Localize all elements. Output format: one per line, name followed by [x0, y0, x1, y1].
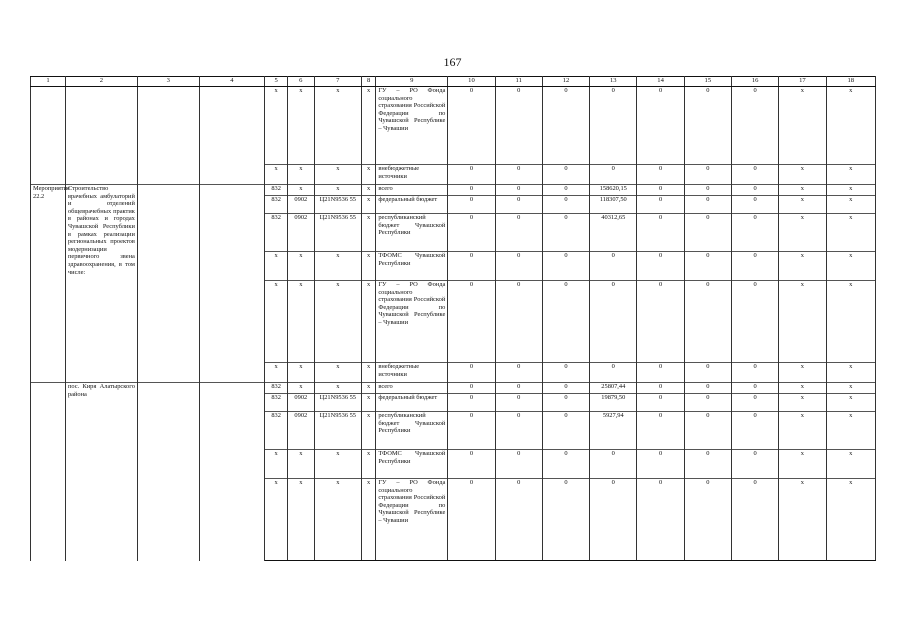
cell-c17: х — [779, 185, 826, 196]
cell-c12: 0 — [542, 87, 589, 165]
cell-c10: 0 — [448, 87, 495, 165]
cell-c7: х — [314, 165, 361, 185]
cell-c8: х — [361, 281, 375, 363]
cell-c12: 0 — [542, 363, 589, 383]
cell-c7: Ц21N9536 55 — [314, 394, 361, 412]
cell-c18: х — [826, 394, 875, 412]
cell-c12: 0 — [542, 196, 589, 214]
empty-cell-3 — [137, 185, 199, 383]
cell-c18: х — [826, 450, 875, 479]
header-cell: 11 — [495, 77, 542, 87]
cell-c18: х — [826, 412, 875, 450]
cell-c9: внебюджетные источники — [376, 363, 448, 383]
cell-c13: 5927,94 — [590, 412, 637, 450]
cell-c16: 0 — [731, 252, 778, 281]
cell-c12: 0 — [542, 450, 589, 479]
empty-cell-4 — [199, 185, 265, 383]
cell-c15: 0 — [684, 165, 731, 185]
cell-c8: х — [361, 214, 375, 252]
empty-cell-2 — [65, 165, 137, 185]
cell-c14: 0 — [637, 394, 684, 412]
cell-c10: 0 — [448, 185, 495, 196]
cell-c14: 0 — [637, 412, 684, 450]
cell-c5: х — [265, 450, 288, 479]
header-cell: 2 — [65, 77, 137, 87]
cell-c16: 0 — [731, 185, 778, 196]
cell-c8: х — [361, 450, 375, 479]
header-cell: 13 — [590, 77, 637, 87]
cell-c8: х — [361, 383, 375, 394]
cell-c17: х — [779, 87, 826, 165]
cell-c13: 158620,15 — [590, 185, 637, 196]
cell-c7: х — [314, 281, 361, 363]
cell-c10: 0 — [448, 214, 495, 252]
cell-c10: 0 — [448, 196, 495, 214]
cell-c5: 832 — [265, 196, 288, 214]
cell-c17: х — [779, 196, 826, 214]
cell-c12: 0 — [542, 281, 589, 363]
cell-c16: 0 — [731, 450, 778, 479]
cell-c9: ТФОМС Чувашской Республики — [376, 450, 448, 479]
cell-c10: 0 — [448, 363, 495, 383]
cell-c11: 0 — [495, 185, 542, 196]
header-cell: 4 — [199, 77, 265, 87]
cell-c10: 0 — [448, 450, 495, 479]
cell-c5: х — [265, 363, 288, 383]
cell-c5: х — [265, 87, 288, 165]
table-row — [31, 185, 876, 196]
table-row — [31, 383, 876, 394]
cell-c6: 0902 — [287, 196, 314, 214]
cell-c15: 0 — [684, 252, 731, 281]
cell-c11: 0 — [495, 363, 542, 383]
header-cell: 10 — [448, 77, 495, 87]
header-cell: 8 — [361, 77, 375, 87]
cell-c9: ГУ – РО Фонда социального страхования Российской Федерации по Чувашской Республике – Чувашии — [376, 479, 448, 561]
cell-c14: 0 — [637, 363, 684, 383]
table-row — [31, 87, 876, 165]
cell-c9: федеральный бюджет — [376, 196, 448, 214]
cell-c10: 0 — [448, 383, 495, 394]
cell-c18: х — [826, 196, 875, 214]
cell-c18: х — [826, 87, 875, 165]
cell-c15: 0 — [684, 281, 731, 363]
cell-c9: ГУ – РО Фонда социального страхования Российской Федерации по Чувашской Республике – Чувашии — [376, 87, 448, 165]
measure-title: Строительство врачебных амбулаторий и отделений общеврачебных практик в районах и городах Чувашской Республики в рамках реализации региональных проектов модернизации первичного звена здравоохранения, в том числе: — [65, 185, 137, 383]
cell-c18: х — [826, 165, 875, 185]
cell-c10: 0 — [448, 412, 495, 450]
cell-c15: 0 — [684, 196, 731, 214]
cell-c15: 0 — [684, 412, 731, 450]
cell-c11: 0 — [495, 479, 542, 561]
cell-c15: 0 — [684, 87, 731, 165]
cell-c16: 0 — [731, 479, 778, 561]
cell-c16: 0 — [731, 394, 778, 412]
cell-c8: х — [361, 165, 375, 185]
cell-c11: 0 — [495, 383, 542, 394]
cell-c5: х — [265, 252, 288, 281]
header-cell: 15 — [684, 77, 731, 87]
cell-c5: 832 — [265, 214, 288, 252]
cell-c17: х — [779, 214, 826, 252]
cell-c18: х — [826, 383, 875, 394]
cell-c14: 0 — [637, 165, 684, 185]
cell-c5: 832 — [265, 394, 288, 412]
cell-c13: 0 — [590, 363, 637, 383]
cell-c12: 0 — [542, 394, 589, 412]
cell-c9: республиканский бюджет Чувашской Республики — [376, 214, 448, 252]
empty-cell-3 — [137, 87, 199, 165]
cell-c8: х — [361, 479, 375, 561]
cell-c17: х — [779, 479, 826, 561]
cell-c7: х — [314, 479, 361, 561]
cell-c15: 0 — [684, 185, 731, 196]
cell-c12: 0 — [542, 412, 589, 450]
cell-c15: 0 — [684, 383, 731, 394]
cell-c5: х — [265, 165, 288, 185]
cell-c13: 0 — [590, 87, 637, 165]
cell-c8: х — [361, 185, 375, 196]
cell-c12: 0 — [542, 185, 589, 196]
cell-c17: х — [779, 394, 826, 412]
cell-c8: х — [361, 87, 375, 165]
cell-c14: 0 — [637, 450, 684, 479]
cell-c7: х — [314, 87, 361, 165]
cell-c14: 0 — [637, 87, 684, 165]
cell-c6: х — [287, 87, 314, 165]
empty-cell-4 — [199, 383, 265, 561]
cell-c6: 0902 — [287, 412, 314, 450]
cell-c14: 0 — [637, 479, 684, 561]
cell-c9: всего — [376, 383, 448, 394]
page-number: 167 — [443, 55, 462, 69]
empty-cell-1 — [31, 165, 66, 185]
cell-c6: х — [287, 252, 314, 281]
cell-c16: 0 — [731, 281, 778, 363]
cell-c12: 0 — [542, 252, 589, 281]
budget-table — [30, 76, 876, 561]
header-cell: 12 — [542, 77, 589, 87]
cell-c18: х — [826, 363, 875, 383]
cell-c17: х — [779, 450, 826, 479]
cell-c13: 25807,44 — [590, 383, 637, 394]
cell-c16: 0 — [731, 196, 778, 214]
header-cell: 3 — [137, 77, 199, 87]
cell-c16: 0 — [731, 165, 778, 185]
cell-c11: 0 — [495, 196, 542, 214]
header-row — [31, 77, 876, 87]
cell-c15: 0 — [684, 450, 731, 479]
cell-c8: х — [361, 363, 375, 383]
cell-c13: 40312,65 — [590, 214, 637, 252]
table-row — [31, 165, 876, 185]
header-cell: 5 — [265, 77, 288, 87]
cell-c16: 0 — [731, 87, 778, 165]
header-cell: 16 — [731, 77, 778, 87]
cell-c16: 0 — [731, 363, 778, 383]
cell-c13: 0 — [590, 479, 637, 561]
cell-c5: 832 — [265, 383, 288, 394]
cell-c8: х — [361, 412, 375, 450]
cell-c18: х — [826, 252, 875, 281]
cell-c14: 0 — [637, 281, 684, 363]
empty-cell-3 — [137, 165, 199, 185]
cell-c7: Ц21N9536 55 — [314, 412, 361, 450]
cell-c9: ГУ – РО Фонда социального страхования Российской Федерации по Чувашской Республике – Чувашии — [376, 281, 448, 363]
cell-c14: 0 — [637, 185, 684, 196]
cell-c17: х — [779, 383, 826, 394]
cell-c9: внебюджетные источники — [376, 165, 448, 185]
cell-c7: х — [314, 252, 361, 281]
cell-c7: Ц21N9536 55 — [314, 196, 361, 214]
cell-c5: х — [265, 281, 288, 363]
header-cell: 17 — [779, 77, 826, 87]
cell-c16: 0 — [731, 412, 778, 450]
cell-c11: 0 — [495, 412, 542, 450]
cell-c7: х — [314, 450, 361, 479]
cell-c6: х — [287, 450, 314, 479]
cell-c12: 0 — [542, 165, 589, 185]
cell-c10: 0 — [448, 479, 495, 561]
cell-c18: х — [826, 281, 875, 363]
cell-c6: х — [287, 185, 314, 196]
cell-c10: 0 — [448, 281, 495, 363]
cell-c18: х — [826, 479, 875, 561]
header-cell: 14 — [637, 77, 684, 87]
cell-c11: 0 — [495, 394, 542, 412]
cell-c7: х — [314, 363, 361, 383]
header-cell: 7 — [314, 77, 361, 87]
empty-cell-1 — [31, 87, 66, 165]
cell-c18: х — [826, 214, 875, 252]
cell-c15: 0 — [684, 479, 731, 561]
measure-id: Мероприятие 22.2 — [31, 185, 66, 383]
empty-cell-4 — [199, 87, 265, 165]
cell-c6: 0902 — [287, 214, 314, 252]
cell-c17: х — [779, 363, 826, 383]
cell-c9: федеральный бюджет — [376, 394, 448, 412]
cell-c17: х — [779, 165, 826, 185]
cell-c16: 0 — [731, 383, 778, 394]
cell-c5: 832 — [265, 185, 288, 196]
cell-c10: 0 — [448, 394, 495, 412]
cell-c9: всего — [376, 185, 448, 196]
header-cell: 9 — [376, 77, 448, 87]
header-cell: 6 — [287, 77, 314, 87]
cell-c11: 0 — [495, 87, 542, 165]
table-body — [31, 77, 876, 561]
cell-c17: х — [779, 412, 826, 450]
cell-c14: 0 — [637, 252, 684, 281]
cell-c11: 0 — [495, 214, 542, 252]
settlement-name: пос. Киря Алатырского района — [65, 383, 137, 561]
cell-c8: х — [361, 252, 375, 281]
cell-c6: х — [287, 281, 314, 363]
cell-c13: 0 — [590, 450, 637, 479]
empty-cell-3 — [137, 383, 199, 561]
header-cell: 1 — [31, 77, 66, 87]
cell-c6: 0902 — [287, 394, 314, 412]
cell-c15: 0 — [684, 394, 731, 412]
cell-c9: ТФОМС Чувашской Республики — [376, 252, 448, 281]
cell-c6: х — [287, 383, 314, 394]
cell-c13: 0 — [590, 165, 637, 185]
cell-c12: 0 — [542, 383, 589, 394]
cell-c9: республиканский бюджет Чувашской Республики — [376, 412, 448, 450]
cell-c10: 0 — [448, 252, 495, 281]
cell-c6: х — [287, 165, 314, 185]
header-cell: 18 — [826, 77, 875, 87]
cell-c8: х — [361, 196, 375, 214]
cell-c17: х — [779, 252, 826, 281]
cell-c14: 0 — [637, 383, 684, 394]
cell-c8: х — [361, 394, 375, 412]
cell-c10: 0 — [448, 165, 495, 185]
cell-c11: 0 — [495, 450, 542, 479]
cell-c6: х — [287, 363, 314, 383]
cell-c13: 0 — [590, 252, 637, 281]
cell-c12: 0 — [542, 214, 589, 252]
cell-c14: 0 — [637, 196, 684, 214]
cell-c11: 0 — [495, 165, 542, 185]
cell-c15: 0 — [684, 363, 731, 383]
cell-c7: Ц21N9536 55 — [314, 214, 361, 252]
cell-c16: 0 — [731, 214, 778, 252]
cell-c13: 19879,50 — [590, 394, 637, 412]
cell-c18: х — [826, 185, 875, 196]
cell-c7: х — [314, 383, 361, 394]
cell-c11: 0 — [495, 281, 542, 363]
cell-c13: 0 — [590, 281, 637, 363]
cell-c5: х — [265, 479, 288, 561]
cell-c12: 0 — [542, 479, 589, 561]
cell-c15: 0 — [684, 214, 731, 252]
empty-cell-4 — [199, 165, 265, 185]
cell-c6: х — [287, 479, 314, 561]
cell-c11: 0 — [495, 252, 542, 281]
cell-c13: 118307,50 — [590, 196, 637, 214]
cell-c7: х — [314, 185, 361, 196]
cell-c17: х — [779, 281, 826, 363]
cell-c5: 832 — [265, 412, 288, 450]
empty-cell-1 — [31, 383, 66, 561]
empty-cell-2 — [65, 87, 137, 165]
cell-c14: 0 — [637, 214, 684, 252]
